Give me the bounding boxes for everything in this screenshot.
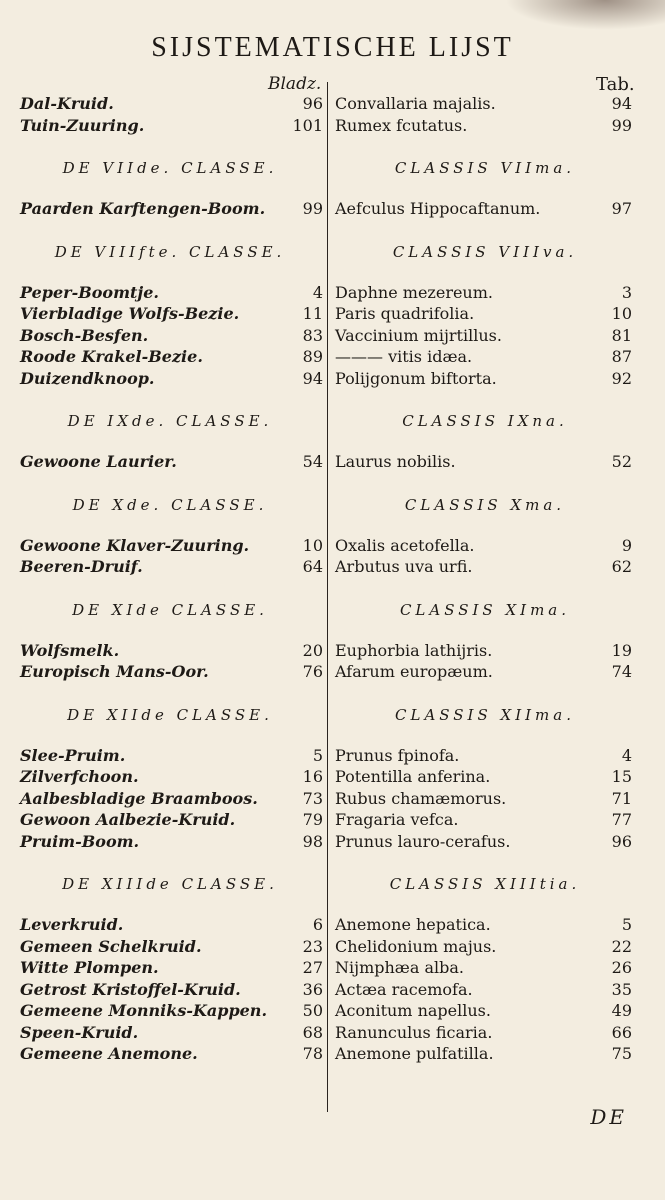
dutch-class-heading: DE XIde CLASSE. (72, 600, 268, 619)
latin-class-heading: CLASSIS VIIIva. (392, 242, 578, 261)
dutch-name: Gewoon Aalbezie-Kruid. (20, 810, 236, 829)
latin-name: Laurus nobilis. (335, 452, 456, 471)
entry-row (0, 958, 665, 980)
dutch-name: Pruim-Boom. (20, 831, 140, 851)
entry-row (0, 1001, 665, 1023)
plate-number: 15 (611, 767, 632, 786)
entry-row (0, 1044, 665, 1066)
section-heading (0, 496, 665, 520)
latin-class-heading: CLASSIS XIma. (399, 600, 571, 619)
plate-number: 97 (611, 199, 632, 218)
dutch-name: Gewoone Klaver-Zuuring. (20, 535, 250, 555)
plate-number: 74 (611, 662, 632, 681)
entry-row (0, 980, 665, 1002)
plate-number: 77 (611, 810, 632, 829)
page-column-header: Bladz. (268, 74, 322, 94)
dutch-name: Gemeen Schelkruid. (20, 936, 202, 956)
plate-number: 87 (611, 347, 632, 366)
latin-name: Euphorbia lathijris. (335, 640, 493, 660)
latin-name: Prunus fpinofa. (335, 745, 460, 765)
page-number: 73 (302, 788, 323, 808)
plate-number: 19 (611, 640, 632, 660)
plate-number: 99 (611, 115, 632, 135)
dutch-class-heading: DE XIIIde CLASSE. (62, 875, 278, 893)
page-number: 4 (312, 282, 323, 302)
page-number: 20 (302, 640, 323, 660)
latin-name: Afarum europæum. (335, 662, 493, 681)
latin-name: Oxalis acetofella. (335, 535, 475, 555)
latin-name: Arbutus uva urfi. (335, 557, 473, 576)
entry-row (0, 452, 665, 474)
entry-row (0, 937, 665, 959)
latin-name: Potentilla anferina. (335, 767, 491, 786)
entry-row (0, 746, 665, 768)
dutch-name: Wolfsmelk. (20, 640, 120, 660)
dutch-name: Bosch-Besfen. (20, 325, 149, 345)
plate-number: 49 (611, 1001, 632, 1020)
entry-row (0, 347, 665, 369)
entry-row (0, 283, 665, 305)
latin-name: Anemone hepatica. (335, 915, 491, 934)
page-number: 54 (302, 452, 323, 471)
latin-name: Vaccinium mijrtillus. (335, 325, 502, 345)
entry-row (0, 536, 665, 558)
dutch-name: Paarden Karftengen-Boom. (20, 199, 266, 218)
dutch-name: Slee-Pruim. (20, 745, 126, 765)
page-number: 11 (302, 304, 323, 323)
page-number: 36 (302, 979, 323, 999)
dutch-name: Europisch Mans-Oor. (20, 662, 209, 681)
page-number: 68 (302, 1022, 323, 1042)
plate-number: 75 (611, 1044, 632, 1063)
dutch-class-heading: DE VIIIfte. CLASSE. (54, 242, 286, 261)
section-heading (0, 601, 665, 625)
plate-number: 22 (611, 936, 632, 956)
latin-class-heading: CLASSIS XIIItia. (389, 875, 581, 893)
page-number: 27 (302, 958, 323, 977)
page-number: 89 (302, 347, 323, 366)
entry-row (0, 326, 665, 348)
section-heading (0, 243, 665, 267)
latin-name: Daphne mezereum. (335, 282, 493, 302)
latin-class-heading: CLASSIS XIIma. (395, 705, 575, 724)
dutch-name: Gewoone Laurier. (20, 452, 177, 471)
dutch-name: Gemeene Anemone. (20, 1044, 198, 1063)
plate-number: 4 (621, 745, 632, 765)
page-title: SIJSTEMATISCHE LIJST (151, 32, 514, 63)
dutch-name: Dal-Kruid. (20, 94, 114, 113)
page-number: 50 (302, 1001, 323, 1020)
dutch-class-heading: DE XIIde CLASSE. (67, 705, 273, 724)
page-number: 64 (302, 557, 323, 576)
plate-number: 71 (611, 788, 632, 808)
dutch-name: Witte Plompen. (20, 958, 159, 977)
latin-name: Aefculus Hippocaftanum. (335, 199, 541, 218)
plate-number: 62 (611, 557, 632, 576)
latin-name: Chelidonium majus. (335, 936, 497, 956)
page-number: 99 (302, 199, 323, 218)
page-number: 79 (302, 810, 323, 829)
latin-class-heading: CLASSIS Xma. (404, 495, 566, 514)
plate-number: 81 (611, 325, 632, 345)
page-number: 101 (292, 115, 323, 135)
entry-row (0, 789, 665, 811)
page-number: 78 (302, 1044, 323, 1063)
dutch-name: Roode Krakel-Bezie. (20, 347, 203, 366)
entry-row (0, 199, 665, 221)
entry-row (0, 662, 665, 684)
latin-name: Rubus chamæmorus. (335, 788, 507, 808)
page-number: 10 (302, 535, 323, 555)
page-number: 94 (302, 368, 323, 388)
dutch-name: Getrost Kristoffel-Kruid. (20, 979, 241, 999)
section-heading (0, 159, 665, 183)
dutch-name: Peper-Boomtje. (20, 282, 159, 302)
latin-name: Nijmphæa alba. (335, 958, 464, 977)
entry-row (0, 641, 665, 663)
latin-class-heading: CLASSIS VIIma. (394, 159, 576, 177)
entry-row (0, 832, 665, 854)
page-number: 96 (302, 94, 323, 113)
entry-row (0, 915, 665, 937)
page-stain (505, 0, 665, 30)
section-heading (0, 412, 665, 436)
plate-number: 96 (611, 831, 632, 851)
page-number: 98 (302, 831, 323, 851)
plate-number: 26 (611, 958, 632, 977)
latin-name: Convallaria majalis. (335, 94, 496, 113)
latin-name: Prunus lauro-cerafus. (335, 831, 511, 851)
entry-row (0, 116, 665, 138)
latin-name: Aconitum napellus. (335, 1001, 491, 1020)
entry-row (0, 557, 665, 579)
page-number: 23 (302, 936, 323, 956)
plate-number: 10 (611, 304, 632, 323)
plate-number: 3 (621, 282, 632, 302)
plate-number: 94 (611, 94, 632, 113)
page-number: 76 (302, 662, 323, 681)
latin-name: Rumex fcutatus. (335, 115, 468, 135)
dutch-name: Beeren-Druif. (20, 557, 143, 576)
latin-name: Paris quadrifolia. (335, 304, 475, 323)
entry-row (0, 304, 665, 326)
dutch-class-heading: DE IXde. CLASSE. (67, 412, 273, 430)
dutch-name: Speen-Kruid. (20, 1022, 139, 1042)
dutch-name: Leverkruid. (20, 915, 124, 934)
latin-name: ——— vitis idæa. (335, 347, 473, 366)
dutch-name: Duizendknoop. (20, 368, 155, 388)
latin-class-heading: CLASSIS IXna. (402, 412, 568, 430)
page-number: 5 (312, 745, 323, 765)
page-number: 6 (312, 915, 323, 934)
section-heading (0, 875, 665, 899)
latin-name: Fragaria vefca. (335, 810, 459, 829)
catchword: DE (590, 1105, 627, 1129)
entry-row (0, 767, 665, 789)
plate-column-header: Tab. (596, 74, 635, 95)
plate-number: 92 (611, 368, 632, 388)
plate-number: 66 (611, 1022, 632, 1042)
entry-row (0, 810, 665, 832)
latin-name: Anemone pulfatilla. (335, 1044, 494, 1063)
dutch-name: Aalbesbladige Braamboos. (20, 788, 258, 808)
plate-number: 35 (611, 979, 632, 999)
dutch-name: Vierbladige Wolfs-Bezie. (20, 304, 240, 323)
section-heading (0, 706, 665, 730)
latin-name: Actæa racemofa. (335, 979, 473, 999)
latin-name: Ranunculus ficaria. (335, 1022, 493, 1042)
dutch-name: Gemeene Monniks-Kappen. (20, 1001, 268, 1020)
plate-number: 9 (621, 535, 632, 555)
plate-number: 5 (621, 915, 632, 934)
entry-row (0, 1023, 665, 1045)
entry-row (0, 94, 665, 116)
entry-row (0, 369, 665, 391)
dutch-name: Tuin-Zuuring. (20, 115, 145, 135)
page-number: 16 (302, 767, 323, 786)
dutch-name: Zilverfchoon. (20, 767, 139, 786)
dutch-class-heading: DE Xde. CLASSE. (72, 495, 268, 514)
plate-number: 52 (611, 452, 632, 471)
latin-name: Polijgonum biftorta. (335, 368, 497, 388)
page-number: 83 (302, 325, 323, 345)
dutch-class-heading: DE VIIde. CLASSE. (62, 159, 278, 177)
